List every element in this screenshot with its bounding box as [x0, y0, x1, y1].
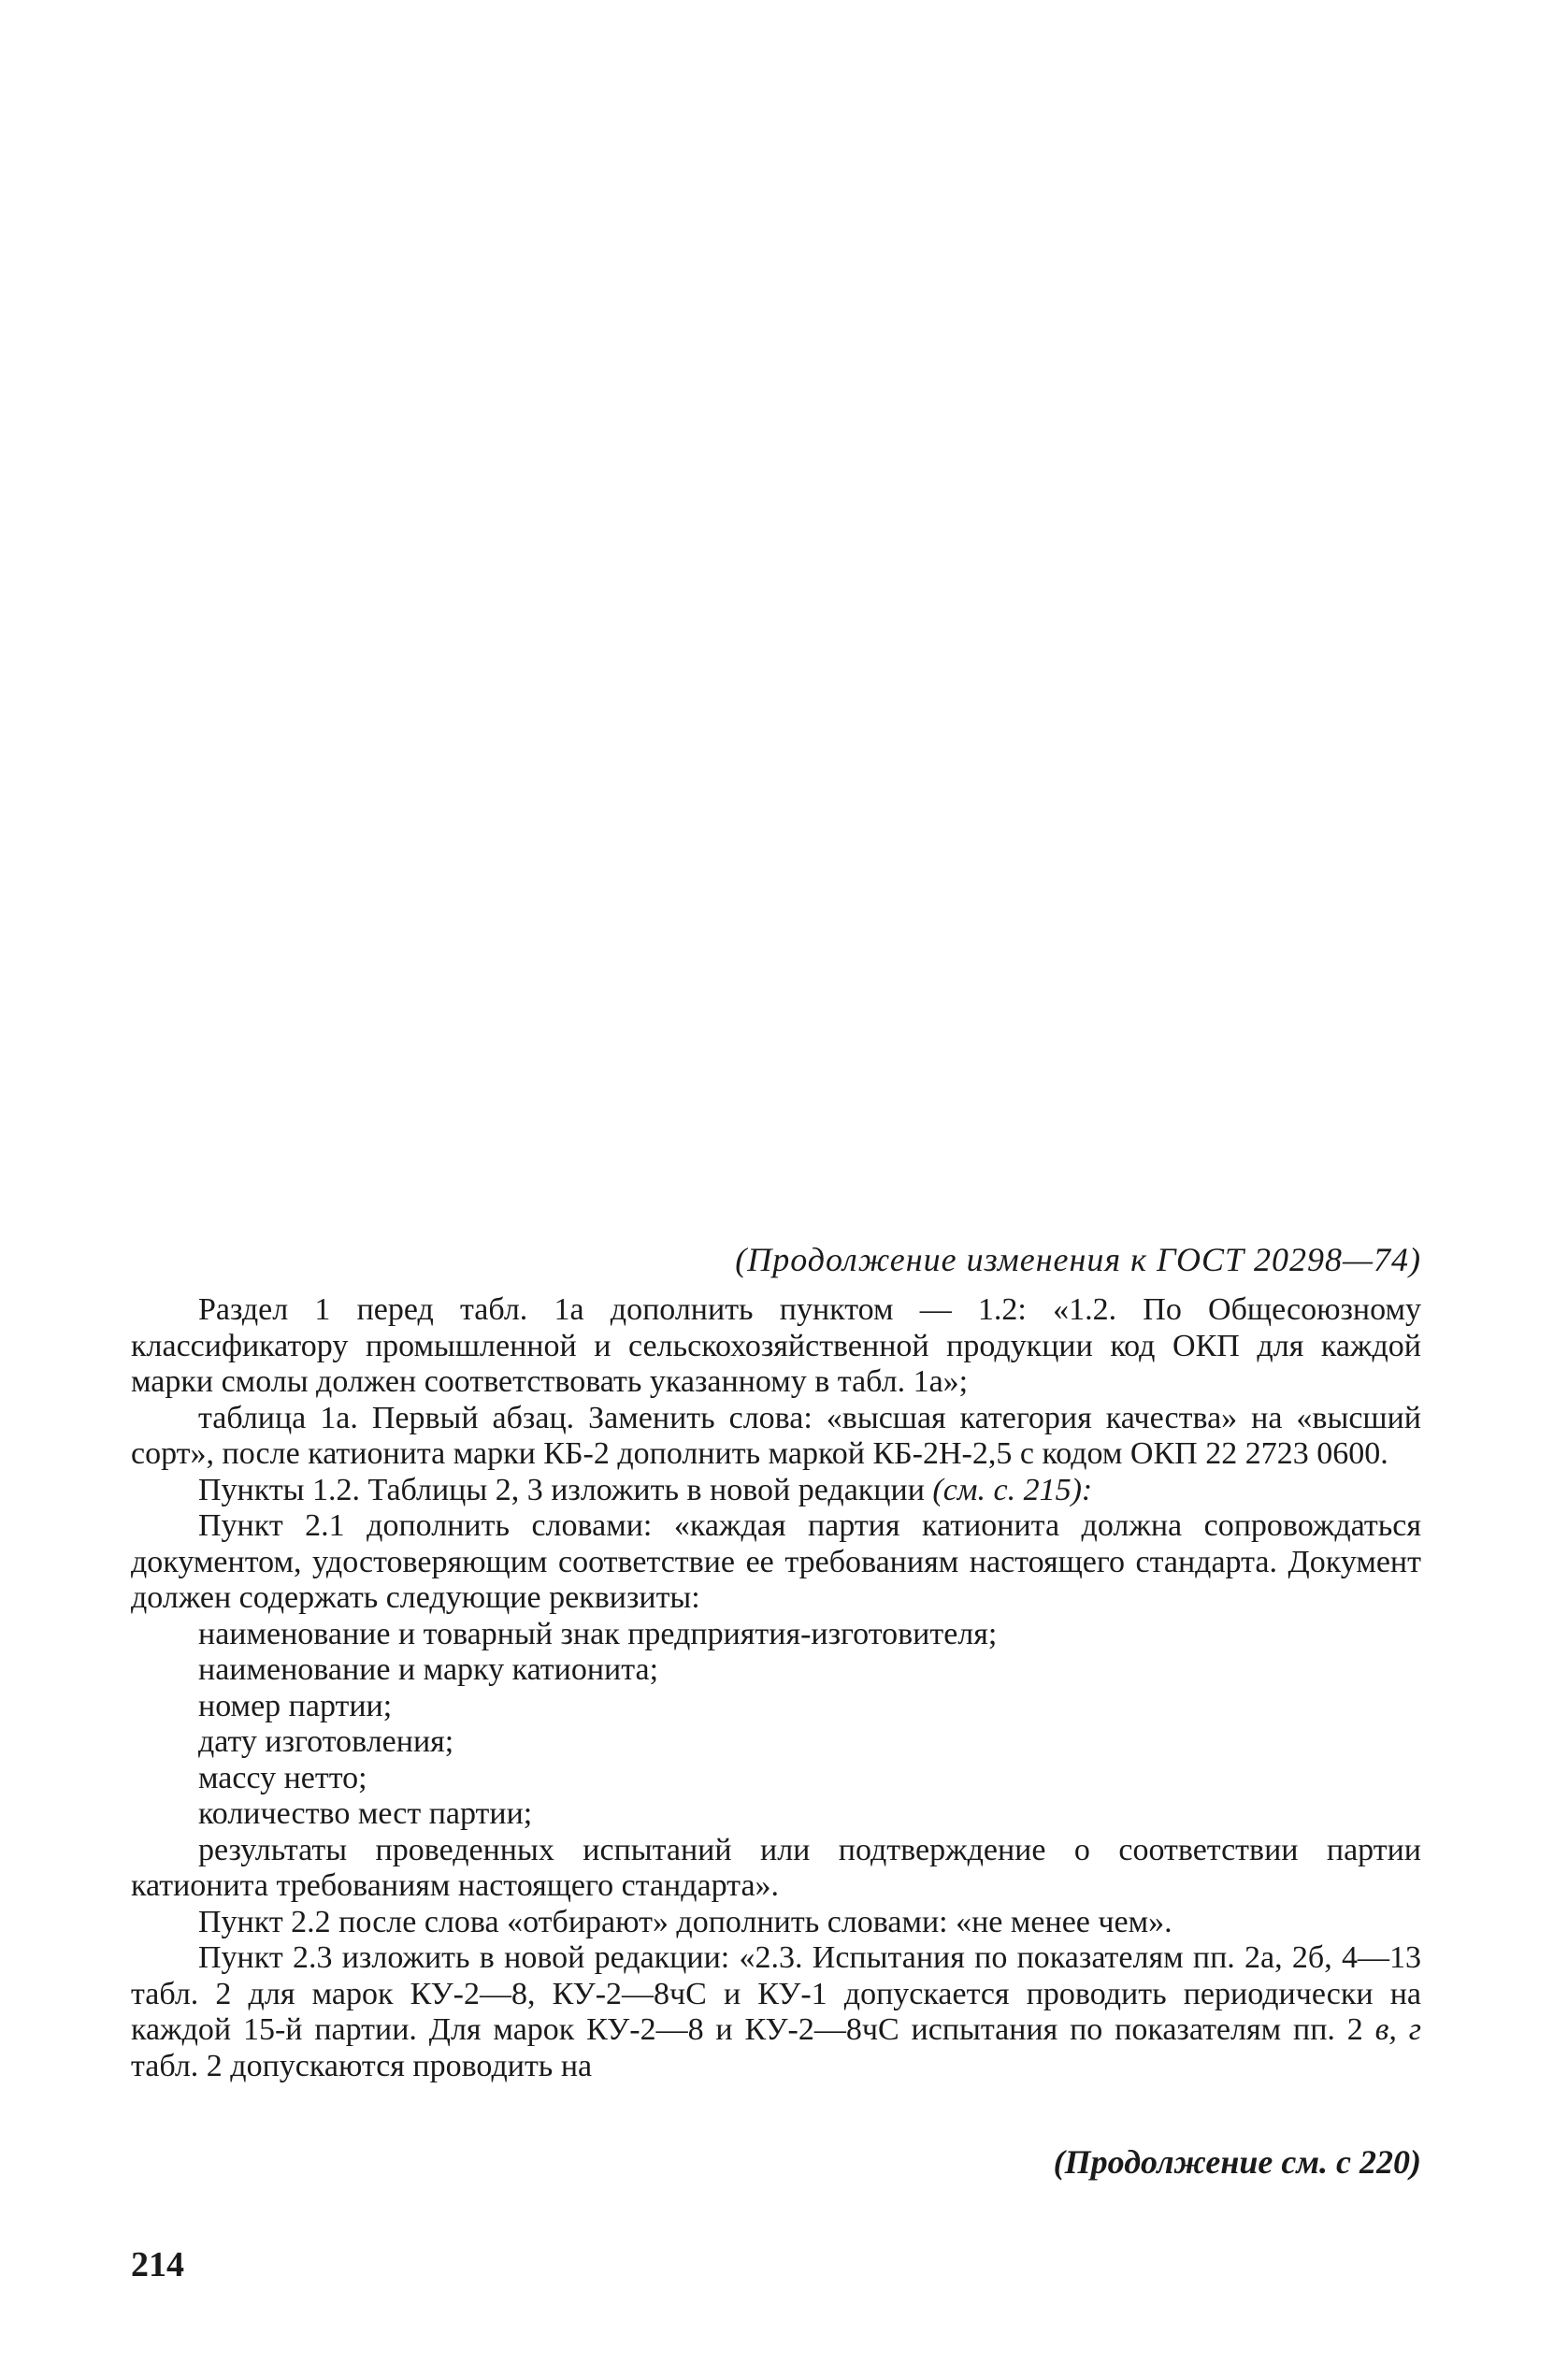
- page-reference: (см. с. 215):: [932, 1472, 1093, 1507]
- paragraph-item-2-3: [131, 1940, 1421, 2084]
- paragraph-tables-2-3: [131, 1473, 1421, 1509]
- list-item: результаты проведенных испытаний или подтверждение о соответствии партии катионита требованиям настоящего стандарта».: [131, 1832, 1421, 1903]
- paragraph-tables-2-3-text: Пункты 1.2. Таблицы 2, 3 изложить в новой редакции: [198, 1472, 925, 1507]
- paragraph-item-2-3-end: табл. 2 допускаются проводить на: [131, 2048, 593, 2083]
- paragraph-item-2-1: Пункт 2.1 дополнить словами: «каждая партия катионита должна сопровождаться документом, удостоверяющим соответствие ее требованиям настоящего стандарта. Документ должен содержать следующие реквизиты:: [131, 1508, 1421, 1615]
- list-item: наименование и марку катионита;: [198, 1652, 659, 1687]
- page-number: 214: [131, 2245, 184, 2284]
- list-item: наименование и товарный знак предприятия-изготовителя;: [198, 1616, 998, 1651]
- list-item: массу нетто;: [198, 1760, 367, 1795]
- list-item: номер партии;: [198, 1688, 393, 1723]
- continuation-header: (Продолжение изменения к ГОСТ 20298—74): [735, 1241, 1421, 1278]
- list-item: количество мест партии;: [198, 1796, 533, 1831]
- paragraph-item-2-2: Пункт 2.2 после слова «отбирают» дополнить словами: «не менее чем».: [198, 1904, 1172, 1939]
- paragraph-table-1a: таблица 1а. Первый абзац. Заменить слова: «высшая категория качества» на «высший сорт», после катионита марки КБ-2 дополнить маркой КБ-2Н-2,5 с кодом ОКП 22 2723 0600.: [131, 1400, 1421, 1471]
- list-item: дату изготовления;: [198, 1724, 454, 1759]
- document-body: [131, 1292, 1421, 2084]
- paragraph-item-2-3-text: Пункт 2.3 изложить в новой редакции: «2.3. Испытания по показателям пп. 2а, 2б, 4—13 табл. 2 для марок КУ-2—8, КУ-2—8чС и КУ-1 допускается проводить периодически на каждой 15-й партии. Для марок КУ-2—8 и КУ-2—8чС испытания по показателям пп. 2: [131, 1940, 1421, 2047]
- paragraph-section-1: Раздел 1 перед табл. 1а дополнить пунктом — 1.2: «1.2. По Общесоюзному классификатору промышленной и сельскохозяйственной продукции код ОКП для каждой марки смолы должен соответствовать указанному в табл. 1а»;: [131, 1292, 1421, 1399]
- item-letters: в, г: [1374, 2012, 1421, 2047]
- continuation-footer: (Продолжение см. с 220): [1053, 2143, 1421, 2181]
